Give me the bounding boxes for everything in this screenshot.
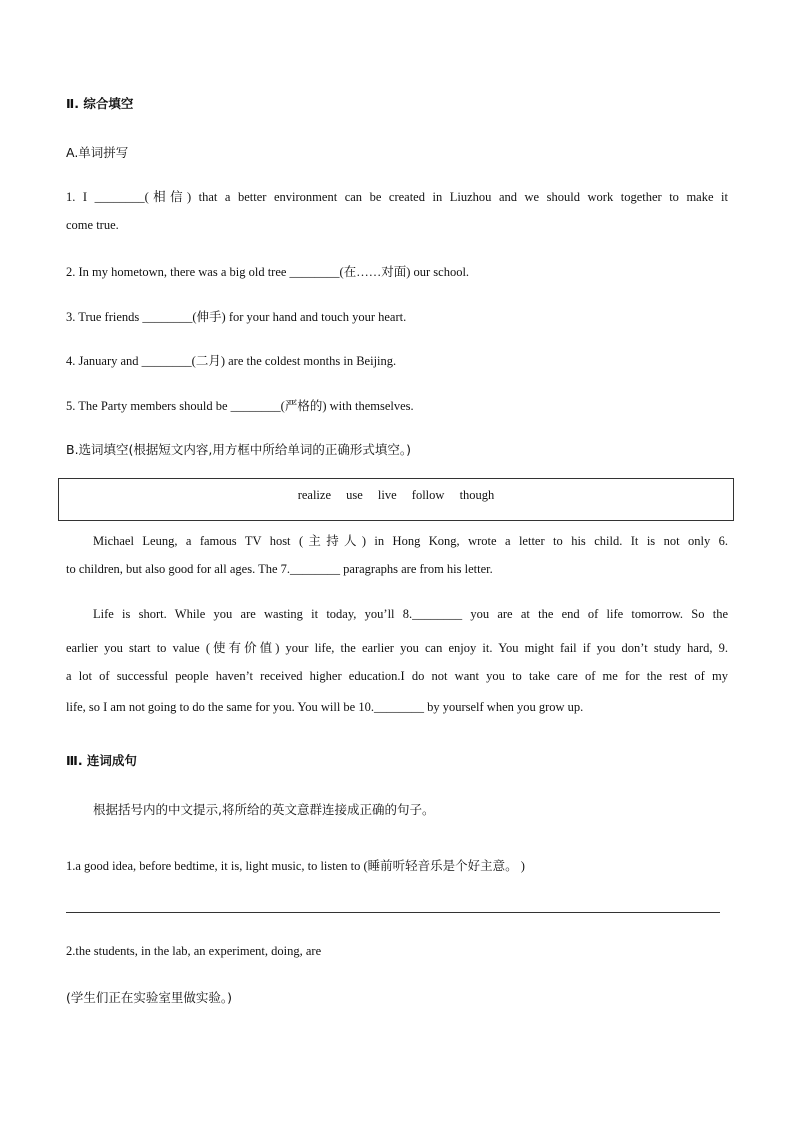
passage-p2-line3: a lot of successful people haven’t received higher education.I do not want you to take care of me for the rest of my: [66, 669, 728, 683]
word-list: [59, 488, 733, 503]
question-1-line1: 1. I ________(相信) that a better environment can be created in Liuzhou and we should work together to make it: [66, 190, 728, 204]
passage-p1-line2: to children, but also good for all ages. The 7.________ paragraphs are from his letter.: [66, 562, 493, 576]
question-1-line2: come true.: [66, 218, 119, 232]
answer-line: [66, 912, 720, 913]
section2-title: Ⅱ. 综合填空: [66, 96, 134, 111]
passage-p1-line1: Michael Leung, a famous TV host (主持人) in Hong Kong, wrote a letter to his child. It is not only 6.: [93, 534, 728, 548]
passage-p2-line2: earlier you start to value (使有价值) your life, the earlier you can enjoy it. You might fail if you don’t study hard, 9.: [66, 641, 728, 655]
question-5: 5. The Party members should be ________(严格的) with themselves.: [66, 399, 414, 413]
section3-instruction: 根据括号内的中文提示,将所给的英文意群连接成正确的句子。: [93, 802, 435, 817]
word-item: use: [346, 488, 363, 502]
partB-title: B.选词填空(根据短文内容,用方框中所给单词的正确形式填空。): [66, 442, 412, 457]
word-item: though: [459, 488, 495, 502]
partA-title: A.单词拼写: [66, 145, 129, 160]
sentence-question-1: 1.a good idea, before bedtime, it is, light music, to listen to (睡前听轻音乐是个好主意。 ): [66, 859, 525, 873]
word-item: realize: [297, 488, 331, 502]
word-item: live: [377, 488, 397, 502]
sentence-question-2-hint: (学生们正在实验室里做实验。): [66, 990, 233, 1005]
passage-p2-line1: Life is short. While you are wasting it today, you’ll 8.________ you are at the end of life tomorrow. So the: [93, 607, 728, 621]
passage-p2-line4: life, so I am not going to do the same for you. You will be 10.________ by yourself when you grow up.: [66, 700, 584, 714]
sentence-question-2: 2.the students, in the lab, an experiment, doing, are: [66, 944, 322, 958]
question-2: 2. In my hometown, there was a big old tree ________(在……对面) our school.: [66, 265, 470, 279]
word-item: follow: [411, 488, 445, 502]
question-3: 3. True friends ________(伸手) for your hand and touch your heart.: [66, 310, 407, 324]
question-4: 4. January and ________(二月) are the coldest months in Beijing.: [66, 354, 397, 368]
word-box: [58, 478, 734, 521]
section3-title: Ⅲ. 连词成句: [66, 753, 137, 768]
